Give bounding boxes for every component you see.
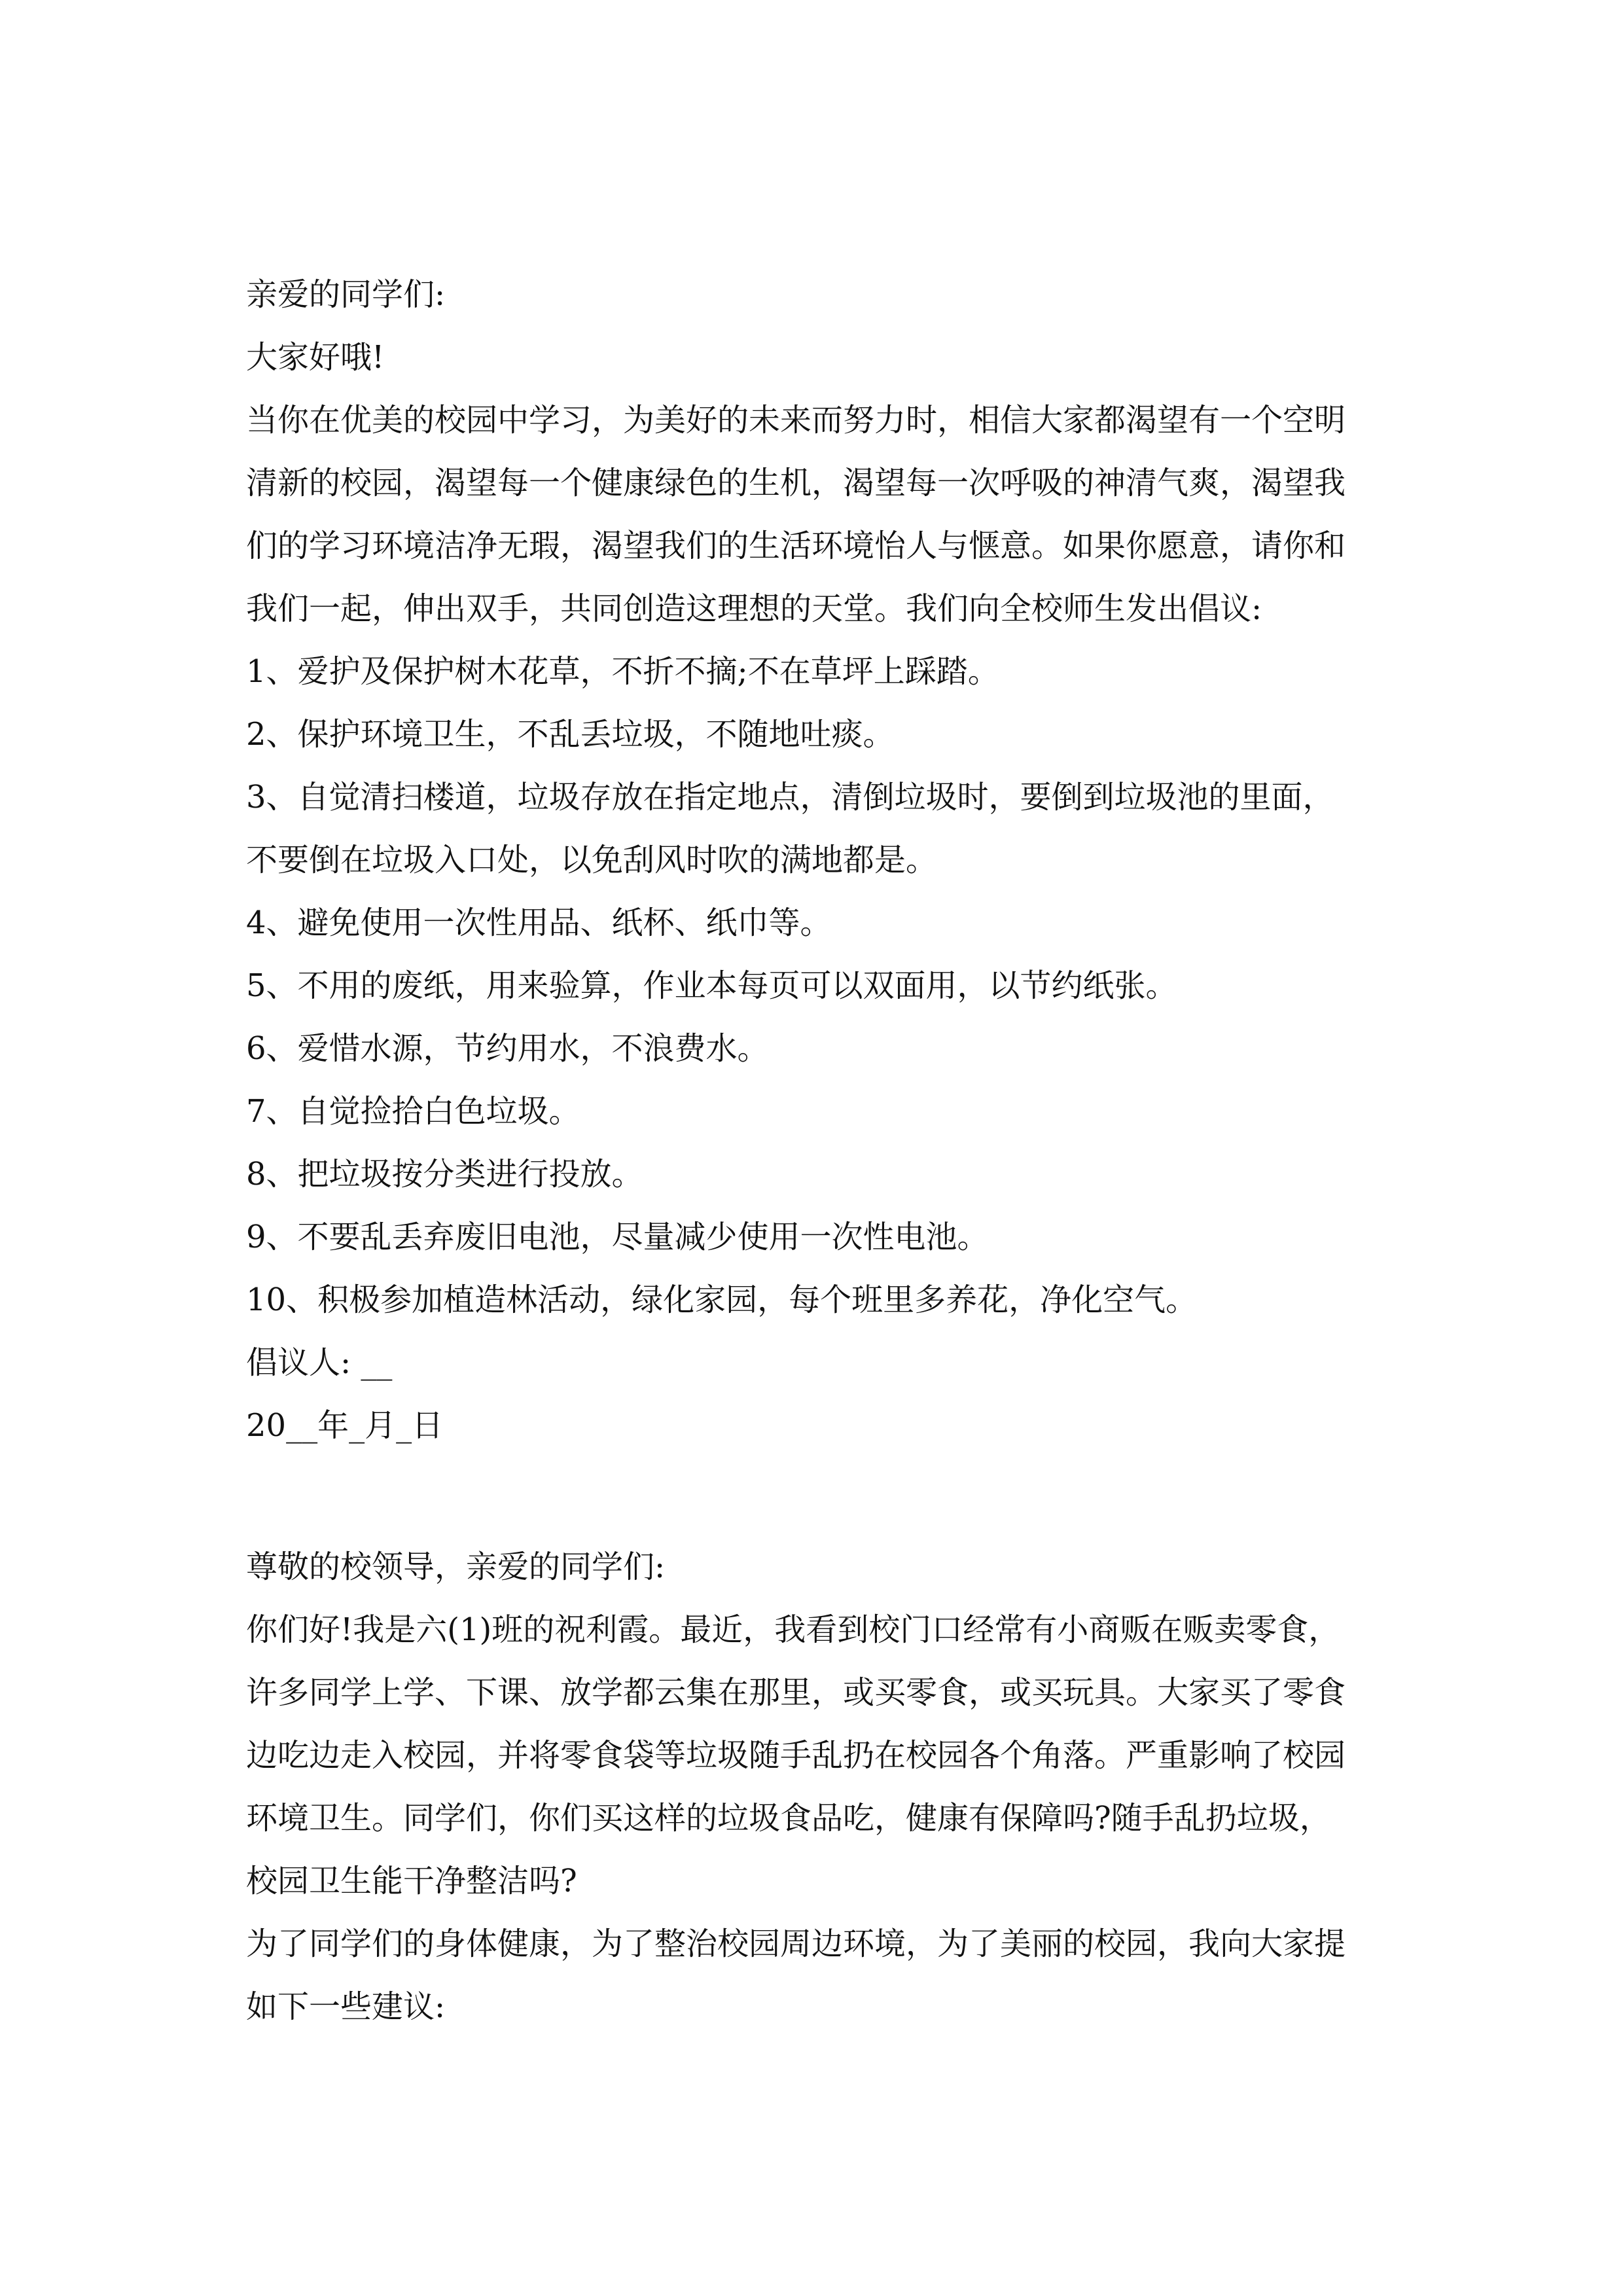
hello-line: 大家好哦! bbox=[246, 339, 385, 376]
body-line: 你们好!我是六(1)班的祝利霞。最近，我看到校门口经常有小商贩在贩卖零食， bbox=[246, 1611, 1340, 1648]
proposal-item: 3、自觉清扫楼道，垃圾存放在指定地点，清倒垃圾时，要倒到垃圾池的里面， bbox=[246, 779, 1334, 816]
signer-line: 倡议人: __ bbox=[246, 1344, 393, 1381]
body-line: 校园卫生能干净整洁吗? bbox=[246, 1863, 577, 1899]
proposal-item: 5、不用的废纸，用来验算，作业本每页可以双面用，以节约纸张。 bbox=[246, 967, 1177, 1004]
intro-line: 们的学习环境洁净无瑕，渴望我们的生活环境怡人与惬意。如果你愿意，请你和 bbox=[246, 528, 1346, 564]
proposal-item: 不要倒在垃圾入口处，以免刮风时吹的满地都是。 bbox=[246, 842, 938, 878]
date-line: 20__年_月_日 bbox=[246, 1407, 444, 1444]
proposal-item: 4、避免使用一次性用品、纸杯、纸巾等。 bbox=[246, 905, 832, 941]
body-line: 许多同学上学、下课、放学都云集在那里，或买零食，或买玩具。大家买了零食 bbox=[246, 1674, 1346, 1711]
body-line: 环境卫生。同学们，你们买这样的垃圾食品吃，健康有保障吗?随手乱扔垃圾， bbox=[246, 1800, 1331, 1837]
body-line: 如下一些建议: bbox=[246, 1988, 446, 2025]
body-line: 边吃边走入校园，并将零食袋等垃圾随手乱扔在校园各个角落。严重影响了校园 bbox=[246, 1737, 1346, 1774]
body-line: 为了同学们的身体健康，为了整治校园周边环境，为了美丽的校园，我向大家提 bbox=[246, 1926, 1346, 1962]
proposal-item: 9、不要乱丢弃废旧电池，尽量减少使用一次性电池。 bbox=[246, 1219, 989, 1255]
intro-line: 我们一起，伸出双手，共同创造这理想的天堂。我们向全校师生发出倡议: bbox=[246, 590, 1262, 627]
intro-line: 当你在优美的校园中学习，为美好的未来而努力时，相信大家都渴望有一个空明 bbox=[246, 402, 1346, 439]
proposal-item: 2、保护环境卫生，不乱丢垃圾，不随地吐痰。 bbox=[246, 716, 895, 753]
proposal-item: 8、把垃圾按分类进行投放。 bbox=[246, 1156, 643, 1193]
proposal-item: 7、自觉捡拾白色垃圾。 bbox=[246, 1093, 580, 1130]
second-greeting-line: 尊敬的校领导，亲爱的同学们: bbox=[246, 1549, 666, 1585]
greeting-line: 亲爱的同学们: bbox=[246, 276, 446, 313]
proposal-item: 6、爱惜水源，节约用水，不浪费水。 bbox=[246, 1030, 769, 1067]
proposal-item: 1、爱护及保护树木花草，不折不摘;不在草坪上踩踏。 bbox=[246, 653, 999, 690]
intro-line: 清新的校园，渴望每一个健康绿色的生机，渴望每一次呼吸的神清气爽，渴望我 bbox=[246, 465, 1346, 501]
proposal-item: 10、积极参加植造林活动，绿化家园，每个班里多养花，净化空气。 bbox=[246, 1282, 1198, 1318]
